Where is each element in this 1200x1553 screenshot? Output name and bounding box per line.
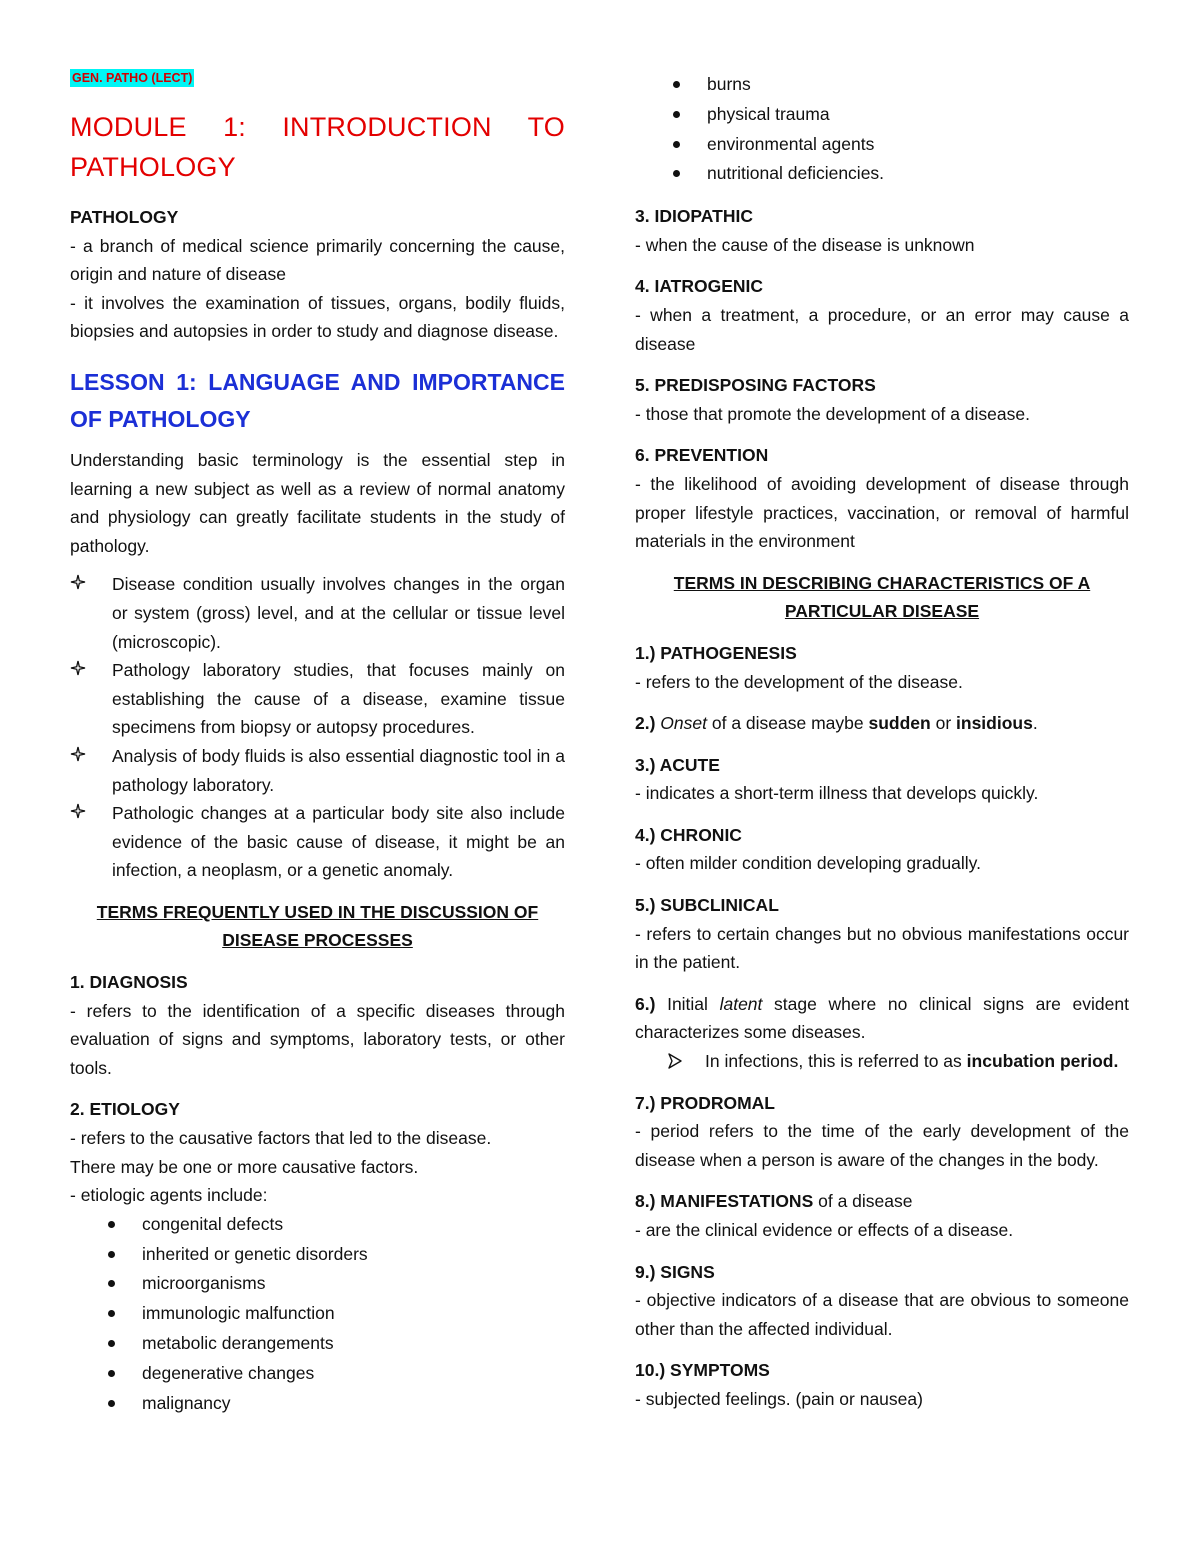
signs-heading: 9.) SIGNS [635, 1261, 715, 1282]
list-item: environmental agents [635, 130, 1129, 160]
chronic-heading: 4.) CHRONIC [635, 824, 742, 845]
prevention-heading: 6. PREVENTION [635, 445, 769, 466]
list-item: Disease condition usually involves changes in the organ or system (gross) level, and at the cellular or tissue level (microscopic). [70, 570, 565, 656]
diagnosis-text: - refers to the identification of a specific diseases through evaluation of signs and symptoms, laboratory tests, or other tools. [70, 1000, 565, 1078]
list-item: metabolic derangements [70, 1329, 565, 1359]
list-item: Pathologic changes at a particular body site also include evidence of the basic cause of disease, it might be an infection, a neoplasm, or a genetic anomaly. [70, 799, 565, 885]
etiology-text-2: There may be one or more causative factors. [70, 1156, 419, 1177]
list-item: Analysis of body fluids is also essential diagnostic tool in a pathology laboratory. [70, 742, 565, 799]
signs-text: - objective indicators of a disease that are obvious to someone other than the affected individual. [635, 1290, 1129, 1339]
etiology-text-3: - etiologic agents include: [70, 1185, 268, 1206]
acute-heading: 3.) ACUTE [635, 754, 720, 775]
bullet-icon [108, 1251, 115, 1258]
chronic-text: - often milder condition developing gradually. [635, 853, 981, 874]
predisposing-heading: 5. PREDISPOSING FACTORS [635, 375, 876, 396]
etiology-heading: 2. ETIOLOGY [70, 1099, 180, 1120]
bullet-icon [673, 111, 680, 118]
manifestations-heading: 8.) MANIFESTATIONS of a disease [635, 1191, 913, 1212]
diamond-bullet-icon [70, 742, 90, 771]
manifestations-text: - are the clinical evidence or effects of a disease. [635, 1220, 1014, 1240]
characteristics-heading: TERMS IN DESCRIBING CHARACTERISTICS OF A [673, 572, 1091, 593]
bullet-icon [108, 1221, 115, 1228]
list-item: inherited or genetic disorders [70, 1240, 565, 1270]
list-item: congenital defects [70, 1210, 565, 1240]
diamond-bullet-list [70, 570, 565, 885]
bullet-icon [673, 81, 680, 88]
diamond-bullet-icon [70, 799, 90, 828]
intro-paragraph: Understanding basic terminology is the essential step in learning a new subject as well as a review of normal anatomy and physiology can greatly facilitate students in the study of pathology. [70, 449, 565, 556]
list-item: immunologic malfunction [70, 1299, 565, 1329]
acute-text: - indicates a short-term illness that develops quickly. [635, 783, 1039, 804]
latent-line: 6.) Initial latent stage where no clinical signs are evident characterizes some diseases. [635, 993, 1129, 1043]
etiologic-agents-list [70, 1210, 565, 1419]
list-item: degenerative changes [70, 1359, 565, 1389]
bullet-icon [108, 1400, 115, 1407]
onset-line: 2.) Onset of a disease maybe sudden or insidious. [635, 713, 1038, 734]
bullet-icon [673, 170, 680, 177]
prodromal-text: - period refers to the time of the early development of the disease when a person is aware of the changes in the body. [635, 1121, 1129, 1170]
bullet-icon [108, 1370, 115, 1377]
terms-heading-line2: DISEASE PROCESSES [222, 930, 413, 951]
diagnosis-heading: 1. DIAGNOSIS [70, 972, 188, 993]
list-item: nutritional deficiencies. [635, 159, 1129, 189]
pathogenesis-heading: 1.) PATHOGENESIS [635, 642, 797, 663]
characteristics-heading-line2: PARTICULAR DISEASE [784, 601, 980, 622]
etiologic-agents-list-continued [635, 70, 1129, 189]
diamond-bullet-icon [70, 656, 90, 685]
pathology-definition: - a branch of medical science primarily concerning the cause, origin and nature of disease [70, 235, 565, 285]
etiology-text-1: - refers to the causative factors that led to the disease. [70, 1128, 492, 1149]
diamond-bullet-icon [70, 570, 90, 599]
list-item: microorganisms [70, 1269, 565, 1299]
arrow-bullet-icon [668, 1047, 682, 1076]
pathology-heading: PATHOLOGY [70, 207, 179, 227]
pathogenesis-text: - refers to the development of the disease. [635, 671, 963, 692]
right-column [635, 70, 1129, 1414]
module-title: MODULE 1: INTRODUCTION TO PATHOLOGY [70, 112, 565, 182]
list-item: physical trauma [635, 100, 1129, 130]
subclinical-text: - refers to certain changes but no obvious manifestations occur in the patient. [635, 923, 1129, 973]
lesson-title: LESSON 1: LANGUAGE AND IMPORTANCE OF PATHOLOGY [70, 368, 565, 432]
idiopathic-heading: 3. IDIOPATHIC [635, 206, 753, 227]
prevention-text: - the likelihood of avoiding development of disease through proper lifestyle practices, vaccination, or removal of harmful materials in the environment [635, 473, 1129, 552]
list-item: malignancy [70, 1389, 565, 1419]
prodromal-heading: 7.) PRODROMAL [635, 1092, 775, 1113]
pathology-scope: - it involves the examination of tissues, organs, bodily fluids, biopsies and autopsies in order to study and diagnose disease. [70, 292, 565, 342]
iatrogenic-text: - when a treatment, a procedure, or an error may cause a disease [635, 304, 1129, 354]
symptoms-text: - subjected feelings. (pain or nausea) [635, 1388, 923, 1409]
bullet-icon [108, 1310, 115, 1317]
bullet-icon [108, 1280, 115, 1287]
iatrogenic-heading: 4. IATROGENIC [635, 276, 764, 297]
terms-heading: TERMS FREQUENTLY USED IN THE DISCUSSION OF [96, 901, 539, 922]
course-tag: GEN. PATHO (LECT) [72, 71, 193, 85]
left-column [70, 66, 565, 1418]
list-item: Pathology laboratory studies, that focuses mainly on establishing the cause of a disease, examine tissue specimens from biopsy or autopsy procedures. [70, 656, 565, 742]
subclinical-heading: 5.) SUBCLINICAL [635, 895, 779, 916]
list-item: burns [635, 70, 1129, 100]
predisposing-text: - those that promote the development of a disease. [635, 403, 1030, 424]
bullet-icon [673, 141, 680, 148]
bullet-icon [108, 1340, 115, 1347]
incubation-note: In infections, this is referred to as incubation period. [635, 1047, 1129, 1076]
symptoms-heading: 10.) SYMPTOMS [635, 1360, 770, 1381]
idiopathic-text: - when the cause of the disease is unknown [635, 234, 975, 255]
